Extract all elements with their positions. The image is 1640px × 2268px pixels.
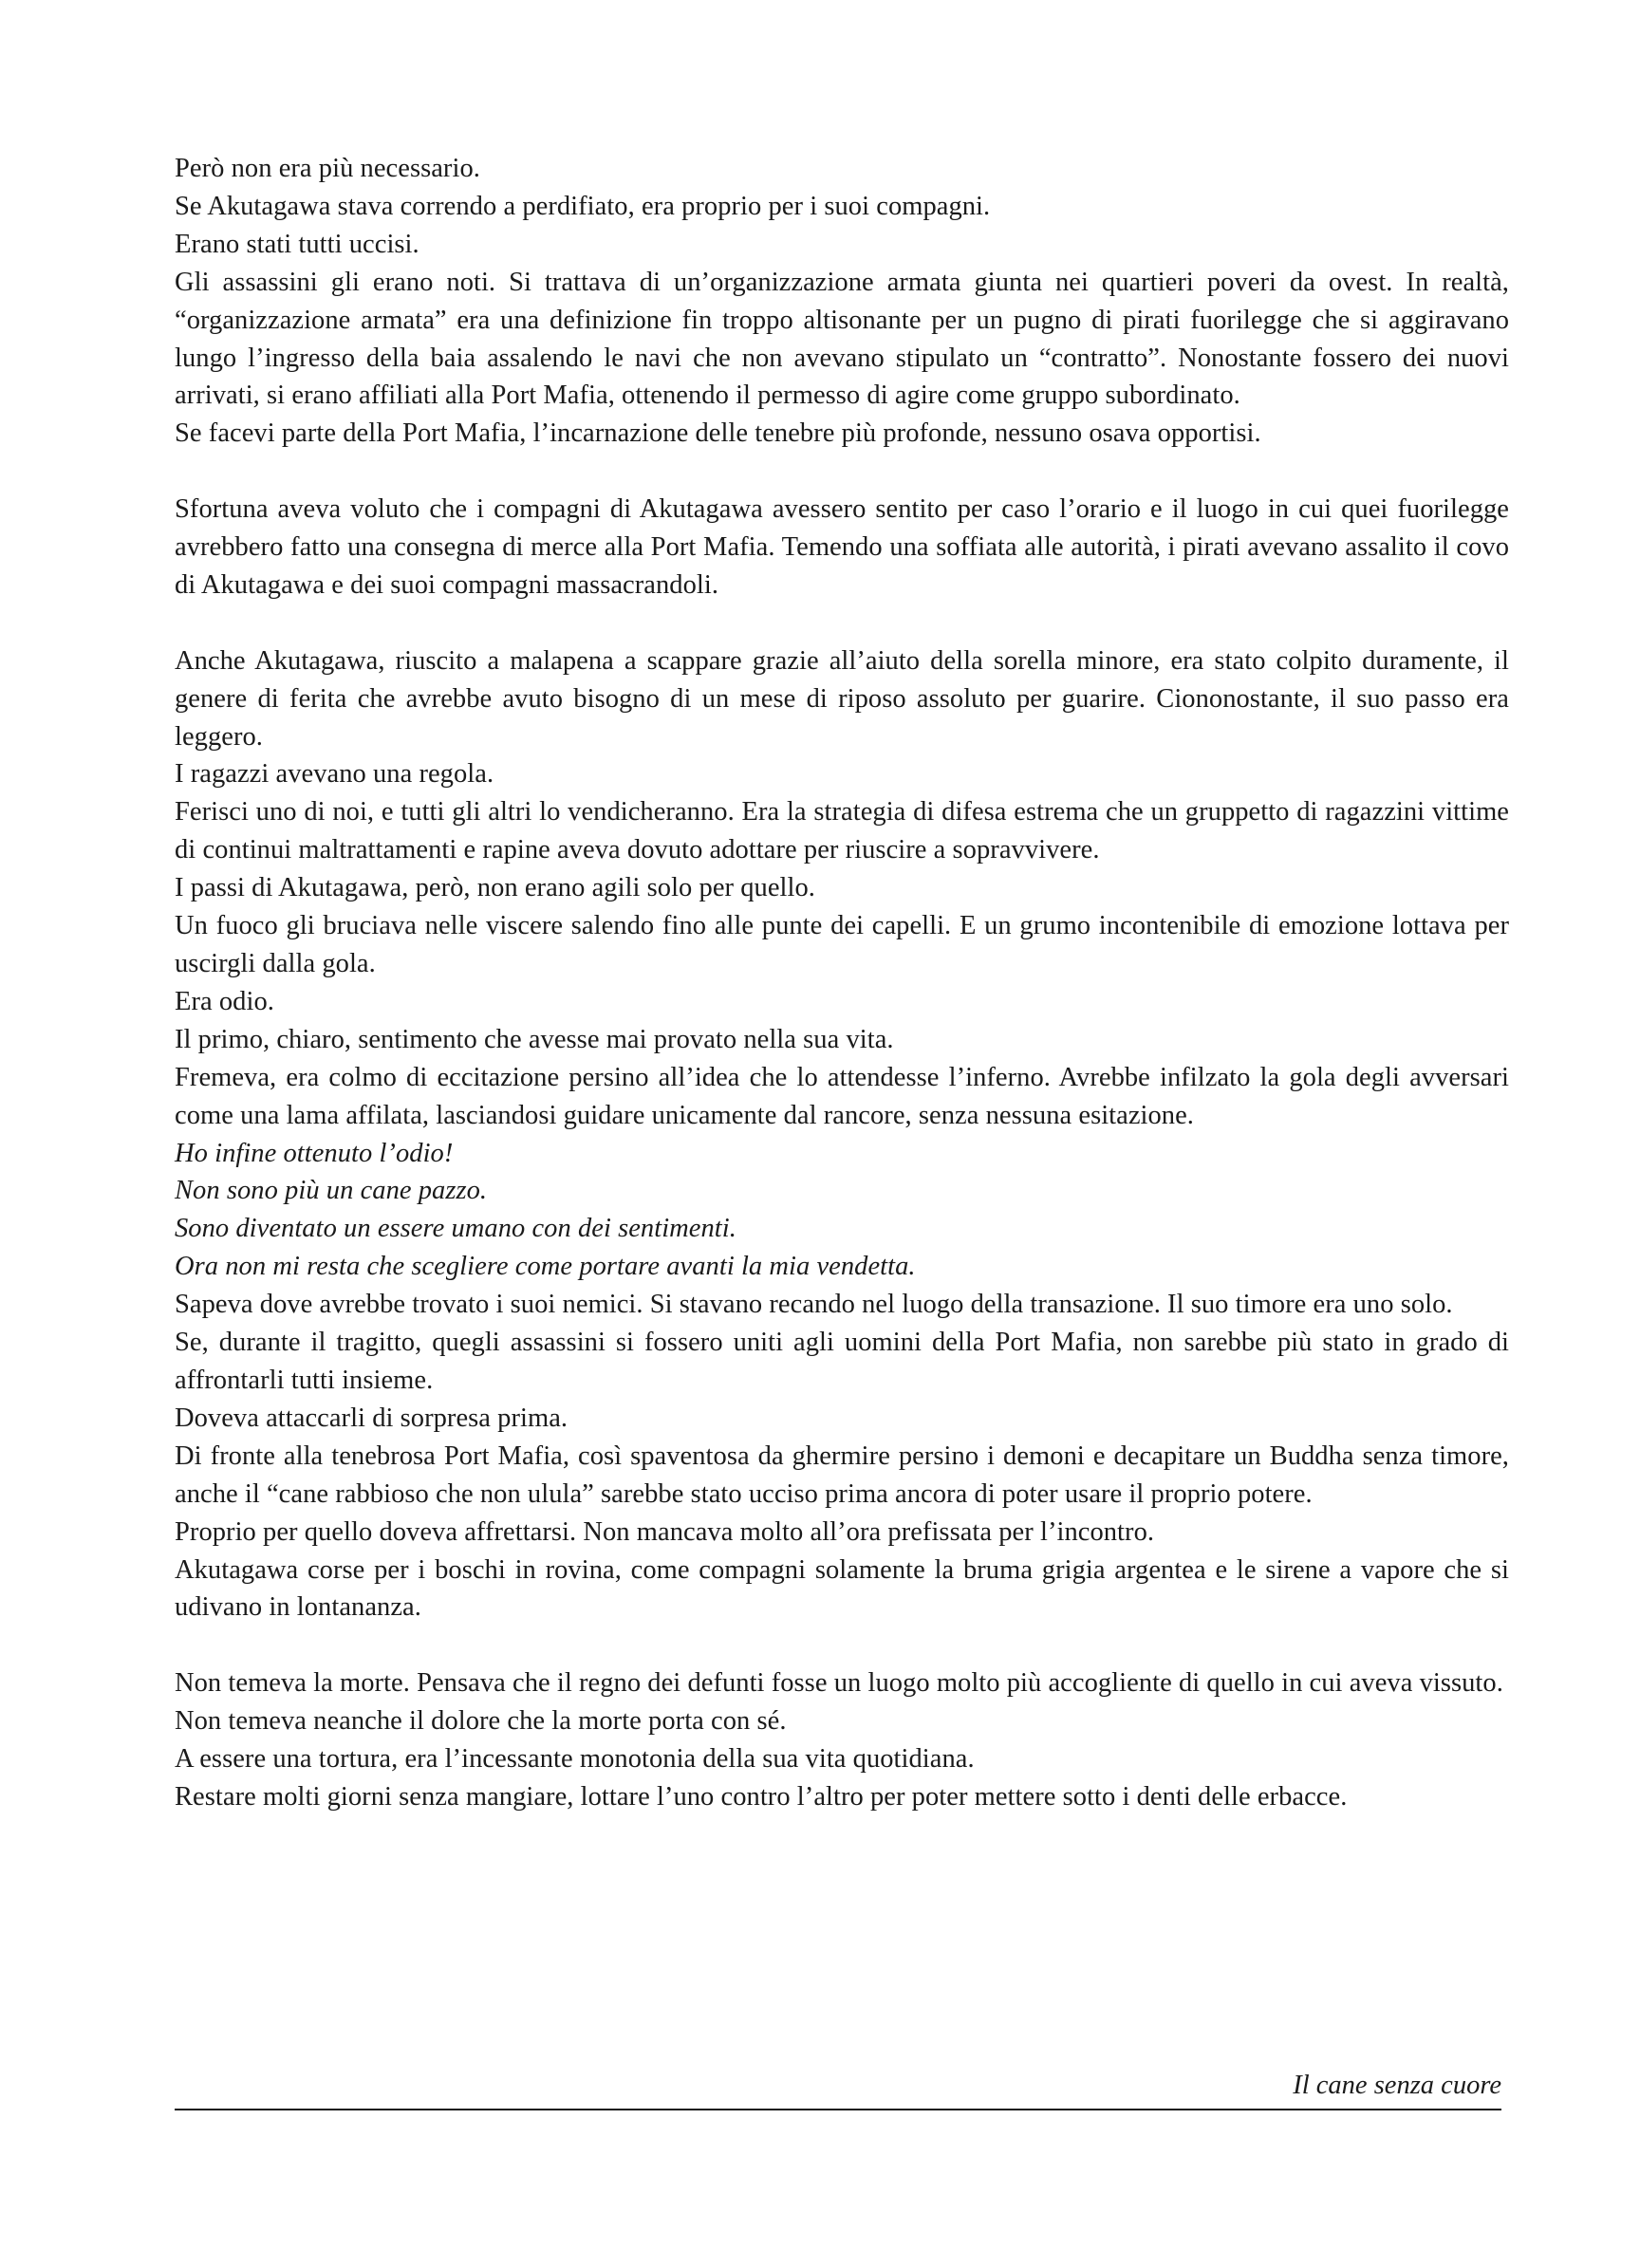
paragraph: Non temeva la morte. Pensava che il regno dei defunti fosse un luogo molto più accogliente di quello in cui aveva vissuto. xyxy=(175,1668,1503,1699)
paragraph: Se facevi parte della Port Mafia, l’incarnazione delle tenebre più profonde, nessuno osava opportisi. xyxy=(175,418,1261,449)
footer-divider xyxy=(175,2109,1501,2110)
paragraph: Non temeva neanche il dolore che la morte porta con sé. xyxy=(175,1706,787,1737)
paragraph: Sfortuna aveva voluto che i compagni di Akutagawa avessero sentito per caso l’orario e il luogo in cui quei fuorilegge avrebbero fatto una consegna di merce alla Port Mafia. Temendo una soffiata alle autorità, i pirati avevano assalito il covo di Akutagawa e dei suoi compagni massacrandoli. xyxy=(175,494,1509,600)
paragraph-spacer xyxy=(175,604,1509,642)
paragraph: Anche Akutagawa, riuscito a malapena a scappare grazie all’aiuto della sorella minore, era stato colpito duramente, il genere di ferita che avrebbe avuto bisogno di un mese di riposo assoluto per guarire. Ciononostante, il suo passo era leggero. xyxy=(175,645,1509,752)
italic-paragraph: Sono diventato un essere umano con dei sentimenti. xyxy=(175,1214,736,1244)
paragraph: I passi di Akutagawa, però, non erano agili solo per quello. xyxy=(175,873,815,903)
paragraph-spacer xyxy=(175,1627,1509,1664)
paragraph: Ferisci uno di noi, e tutti gli altri lo vendicheranno. Era la strategia di difesa estrema che un gruppetto di ragazzini vittime di continui maltrattamenti e rapine aveva dovuto adottare per riuscire a sopravvivere. xyxy=(175,797,1509,865)
paragraph: Restare molti giorni senza mangiare, lottare l’uno contro l’altro per poter mettere sotto i denti delle erbacce. xyxy=(175,1781,1348,1812)
body-text xyxy=(175,150,1509,1816)
italic-paragraph: Ho infine ottenuto l’odio! xyxy=(175,1138,454,1168)
paragraph: Fremeva, era colmo di eccitazione persino all’idea che lo attendesse l’inferno. Avrebbe infilzato la gola degli avversari come una lama affilata, lasciandosi guidare unicamente dal rancore, senza nessuna esitazione. xyxy=(175,1062,1509,1130)
italic-paragraph: Ora non mi resta che scegliere come portare avanti la mia vendetta. xyxy=(175,1252,916,1282)
paragraph: Era odio. xyxy=(175,986,274,1016)
paragraph: Se, durante il tragitto, quegli assassini si fossero uniti agli uomini della Port Mafia, non sarebbe più stato in grado di affrontarli tutti insieme. xyxy=(175,1328,1509,1395)
paragraph: Sapeva dove avrebbe trovato i suoi nemici. Si stavano recando nel luogo della transazione. Il suo timore era uno solo. xyxy=(175,1290,1453,1320)
paragraph: Se Akutagawa stava correndo a perdifiato, era proprio per i suoi compagni. xyxy=(175,191,991,221)
paragraph: Però non era più necessario. xyxy=(175,154,480,183)
paragraph: Di fronte alla tenebrosa Port Mafia, così spaventosa da ghermire persino i demoni e decapitare un Buddha senza timore, anche il “cane rabbioso che non ulula” sarebbe stato ucciso prima ancora di poter usare il proprio potere. xyxy=(175,1441,1509,1509)
paragraph: I ragazzi avevano una regola. xyxy=(175,759,494,790)
paragraph: Il primo, chiaro, sentimento che avesse mai provato nella sua vita. xyxy=(175,1024,894,1054)
paragraph: Proprio per quello doveva affrettarsi. Non mancava molto all’ora prefissata per l’incontro. xyxy=(175,1516,1155,1547)
paragraph-spacer xyxy=(175,453,1509,491)
paragraph: Gli assassini gli erano noti. Si trattava di un’organizzazione armata giunta nei quartieri poveri da ovest. In realtà, “organizzazione armata” era una definizione fin troppo altisonante per un pugno di pirati fuorilegge che si aggiravano lungo l’ingresso della baia assalendo le navi che non avevano stipulato un “contratto”. Nonostante fossero dei nuovi arrivati, si erano affiliati alla Port Mafia, ottenendo il permesso di agire come gruppo subordinato. xyxy=(175,267,1509,411)
italic-paragraph: Non sono più un cane pazzo. xyxy=(175,1176,488,1206)
paragraph: Akutagawa corse per i boschi in rovina, come compagni solamente la bruma grigia argentea e le sirene a vapore che si udivano in lontananza. xyxy=(175,1554,1509,1623)
paragraph: Erano stati tutti uccisi. xyxy=(175,229,419,259)
footer-book-title: Il cane senza cuore xyxy=(1293,2071,1501,2100)
paragraph: Doveva attaccarli di sorpresa prima. xyxy=(175,1403,568,1433)
paragraph: Un fuoco gli bruciava nelle viscere salendo fino alle punte dei capelli. E un grumo incontenibile di emozione lottava per uscirgli dalla gola. xyxy=(175,911,1509,978)
paragraph: A essere una tortura, era l’incessante monotonia della sua vita quotidiana. xyxy=(175,1744,975,1775)
